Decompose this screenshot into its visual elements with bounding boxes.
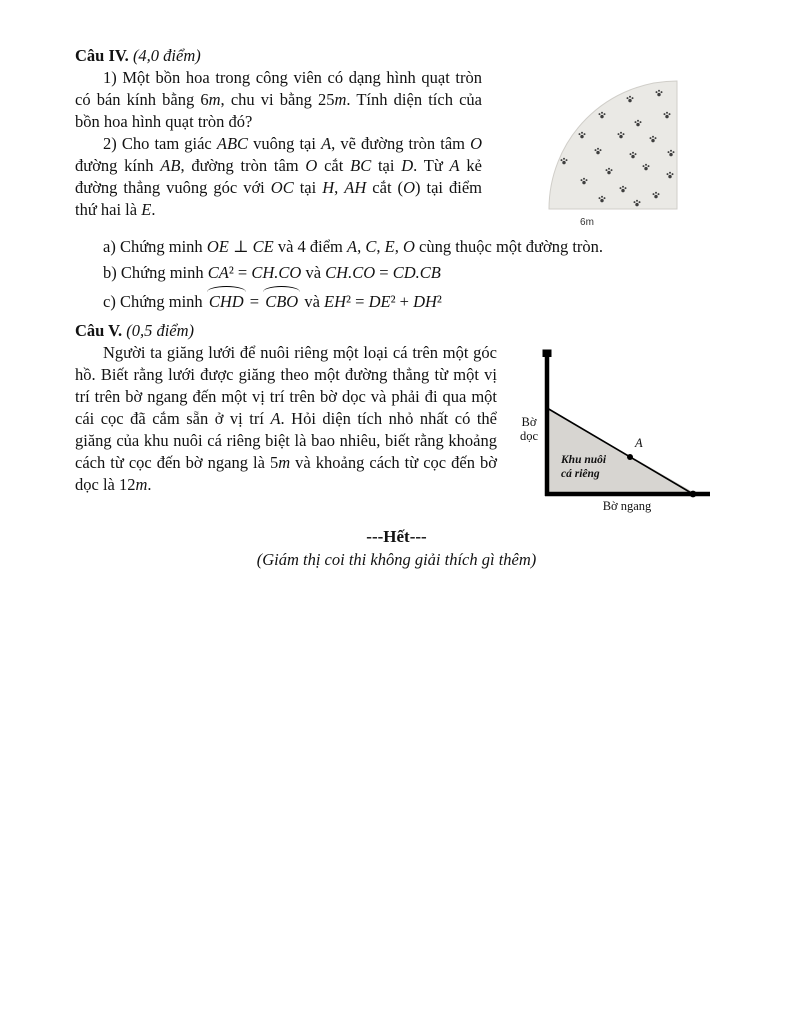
exam-footer (75, 525, 718, 571)
point-a-dot (627, 454, 633, 460)
question-5-text: Người ta giăng lưới để nuôi riêng một loại cá trên một góc hồ. Biết rằng lưới được giăng theo một đường thẳng từ một vị trí trên bờ ngang đến một vị trí trên bờ dọc và phải đi qua một cái cọc đã cắm sẵn ở vị trí A. Hỏi diện tích nhỏ nhất có thể giăng của khu nuôi cá riêng biệt là bao nhiêu, biết rằng khoảng cách từ cọc đến bờ ngang là 5m và khoảng cách từ cọc đến bờ dọc là 12m. (75, 343, 497, 494)
question-5-heading (75, 319, 718, 342)
net-end-dot (690, 491, 697, 498)
vertical-bank-label-line1: Bờ (521, 415, 537, 429)
horizontal-bank-label: Bờ ngang (602, 499, 652, 513)
fish-region-label-line1: Khu nuôi (561, 454, 607, 466)
vertical-bank-endpoint-dot (543, 350, 552, 358)
question-4-label: Câu IV. (75, 46, 129, 65)
proctor-note: (Giám thị coi thi không giải thích gì thêm) (256, 550, 537, 569)
sector-radius-label: 6m (580, 217, 594, 228)
question-5-section (75, 319, 718, 513)
question-4-heading (75, 44, 718, 67)
circular-sector-flowerbed-image (492, 69, 682, 211)
point-a-label: A (635, 436, 643, 450)
fish-region-label-line2: cá riêng (561, 468, 600, 480)
question-5-points: (0,5 điểm) (126, 321, 195, 340)
question-4-section (75, 44, 718, 315)
vertical-bank-label-line2: dọc (519, 429, 539, 443)
question-4-item-c: c) Chứng minh CHD = CBO và EH² = DE² + DH² (103, 286, 718, 315)
end-of-exam-marker: ---Hết--- (366, 527, 427, 546)
flower-sector-figure (492, 69, 682, 228)
fish-pond-diagram (507, 344, 712, 516)
question-4-item-b: b) Chứng minh CA² = CH.CO và CH.CO = CD.CB (103, 263, 441, 282)
fish-pond-figure (507, 344, 712, 521)
question-5-label: Câu V. (75, 321, 123, 340)
question-4-points: (4,0 điểm) (132, 46, 201, 65)
question-4-part-2: 2) Cho tam giác ABC vuông tại A, vẽ đường tròn tâm O đường kính AB, đường tròn tâm O cắt BC tại D. Từ A kẻ đường thẳng vuông góc với OC tại H, AH cắt (O) tại điểm thứ hai là E. (75, 134, 482, 219)
question-4-part-1: 1) Một bồn hoa trong công viên có dạng hình quạt tròn có bán kính bằng 6m, chu vi bằng 25m. Tính diện tích của bồn hoa hình quạt tròn đó? (75, 68, 482, 131)
question-4-subitems (75, 234, 718, 315)
sector-shape (549, 81, 677, 209)
question-4-item-a: a) Chứng minh OE ⊥ CE và 4 điểm A, C, E, O cùng thuộc một đường tròn. (103, 237, 604, 256)
